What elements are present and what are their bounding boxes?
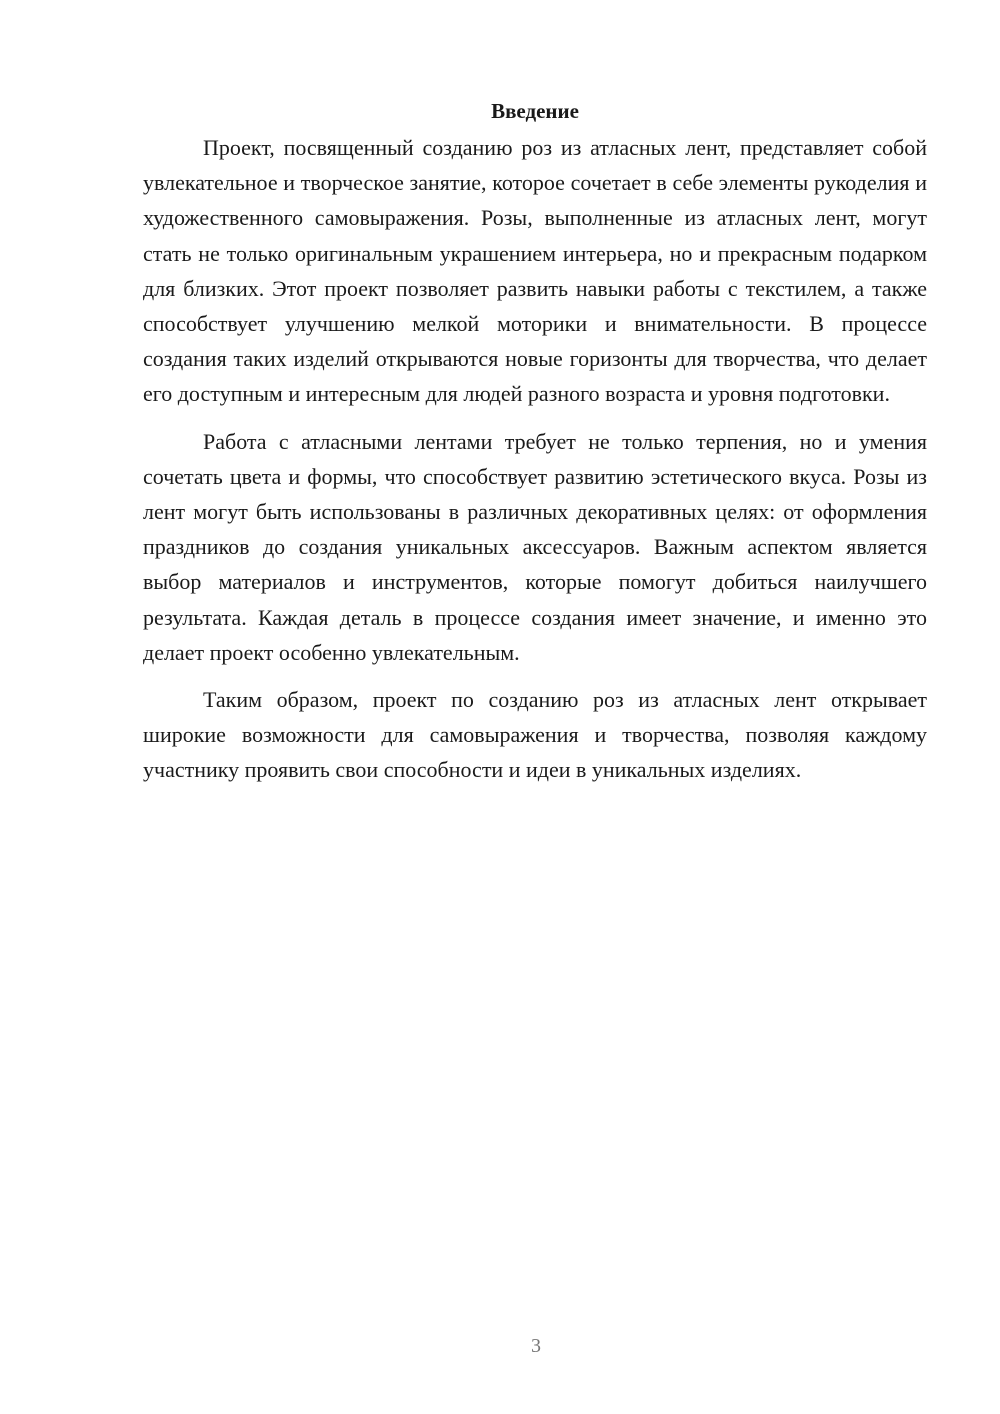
section-title: Введение (491, 99, 579, 123)
paragraph-3: Таким образом, проект по созданию роз из атласных лент открывает широкие возможности для самовыражения и творчества, позволяя каждому участнику проявить свои способности и идеи в уникальных изделиях. (143, 687, 927, 783)
paragraph-1: Проект, посвященный созданию роз из атласных лент, представляет собой увлекательное и творческое занятие, которое сочетает в себе элементы рукоделия и художественного самовыражения. Розы, выполненные из атласных лент, могут стать не только оригинальным украшением интерьера, но и прекрасным подарком для близких. Этот проект позволяет развить навыки работы с текстилем, а также способствует улучшению мелкой моторики и внимательности. В процессе создания таких изделий открываются новые горизонты для творчества, что делает его доступным и интересным для людей разного возраста и уровня подготовки. (143, 135, 927, 407)
page-content (143, 96, 927, 800)
paragraph-2: Работа с атласными лентами требует не только терпения, но и умения сочетать цвета и формы, что способствует развитию эстетического вкуса. Розы из лент могут быть использованы в различных декоративных целях: от оформления праздников до создания уникальных аксессуаров. Важным аспектом является выбор материалов и инструментов, которые помогут добиться наилучшего результата. Каждая деталь в процессе создания имеет значение, и именно это делает проект особенно увлекательным. (143, 428, 927, 665)
page-number: 3 (531, 1335, 541, 1357)
